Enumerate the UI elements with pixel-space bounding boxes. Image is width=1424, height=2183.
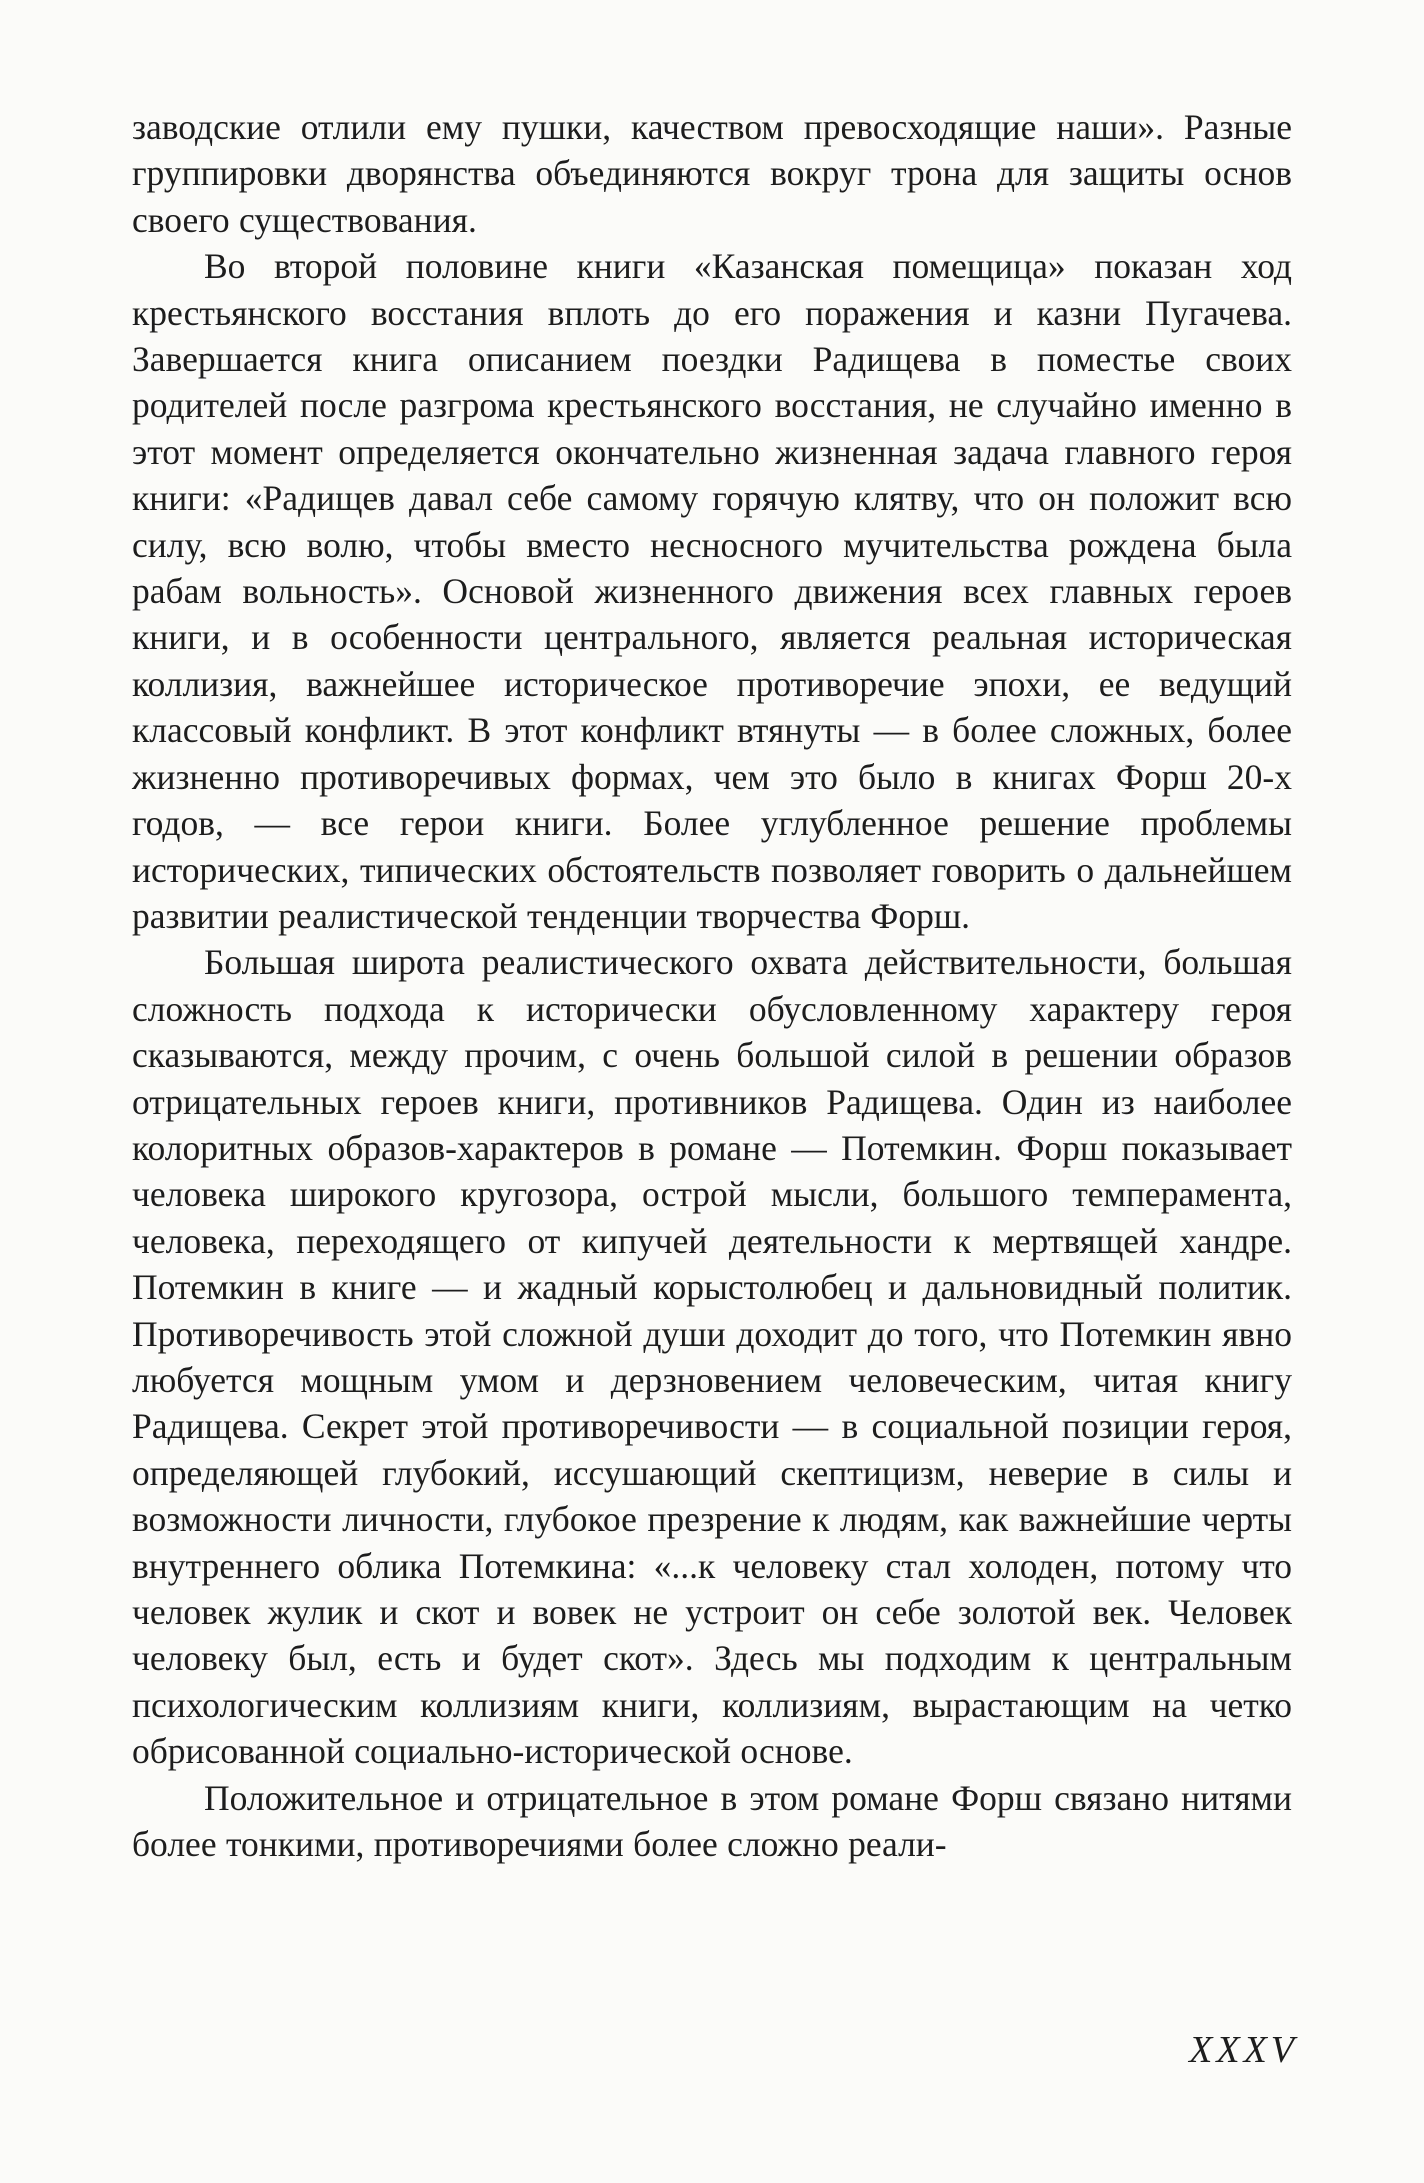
paragraph-positive-negative: Положительное и отрицательное в этом романе Форш связано нитями более тонкими, противоречиями более сложно реали-: [132, 1777, 1292, 1865]
body-text: [132, 104, 1292, 1867]
page-number: XXXV: [1189, 2029, 1298, 2071]
paragraph-continuation: заводские отлили ему пушки, качеством превосходящие наши». Разные группировки дворянства объединяются вокруг трона для защиты основ своего существования.: [132, 107, 1292, 240]
paragraph-kazanskaya-pomeshchitsa: Во второй половине книги «Казанская помещица» показан ход крестьянского восстания вплоть до его поражения и казни Пугачева. Завершается книга описанием поездки Радищева в поместье своих родителей после разгрома крестьянского восстания, не случайно именно в этот момент определяется окончательно жизненная задача главного героя книги: «Радищев давал себе самому горячую клятву, что он положит всю силу, всю волю, чтобы вместо несносного мучительства рождена была рабам вольность». Основой жизненного движения всех главных героев книги, и в особенности центрального, является реальная историческая коллизия, важнейшее историческое противоречие эпохи, ее ведущий классовый конфликт. В этот конфликт втянуты — в более сложных, более жизненно противоречивых формах, чем это было в книгах Форш 20-х годов, — все герои книги. Более углубленное решение проблемы исторических, типических обстоятельств позволяет говорить о дальнейшем развитии реалистической тенденции творчества Форш.: [132, 246, 1292, 936]
paragraph-potemkin: Большая широта реалистического охвата действительности, большая сложность подхода к исторически обусловленному характеру героя сказываются, между прочим, с очень большой силой в решении образов отрицательных героев книги, противников Радищева. Один из наиболее колоритных образов-характеров в романе — Потемкин. Форш показывает человека широкого кругозора, острой мысли, большого темперамента, человека, переходящего от кипучей деятельности к мертвящей хандре. Потемкин в книге — и жадный корыстолюбец и дальновидный политик. Противоречивость этой сложной души доходит до того, что Потемкин явно любуется мощным умом и дерзновением человеческим, читая книгу Радищева. Секрет этой противоречивости — в социальной позиции героя, определяющей глубокий, иссушающий скептицизм, неверие в силы и возможности личности, глубокое презрение к людям, как важнейшие черты внутреннего облика Потемкина: «...к человеку стал холоден, потому что человек жулик и скот и вовек не устроит он себе золотой век. Человек человеку был, есть и будет скот». Здесь мы подходим к центральным психологическим коллизиям книги, коллизиям, вырастающим на четко обрисованной социально-исторической основе.: [132, 942, 1292, 1772]
